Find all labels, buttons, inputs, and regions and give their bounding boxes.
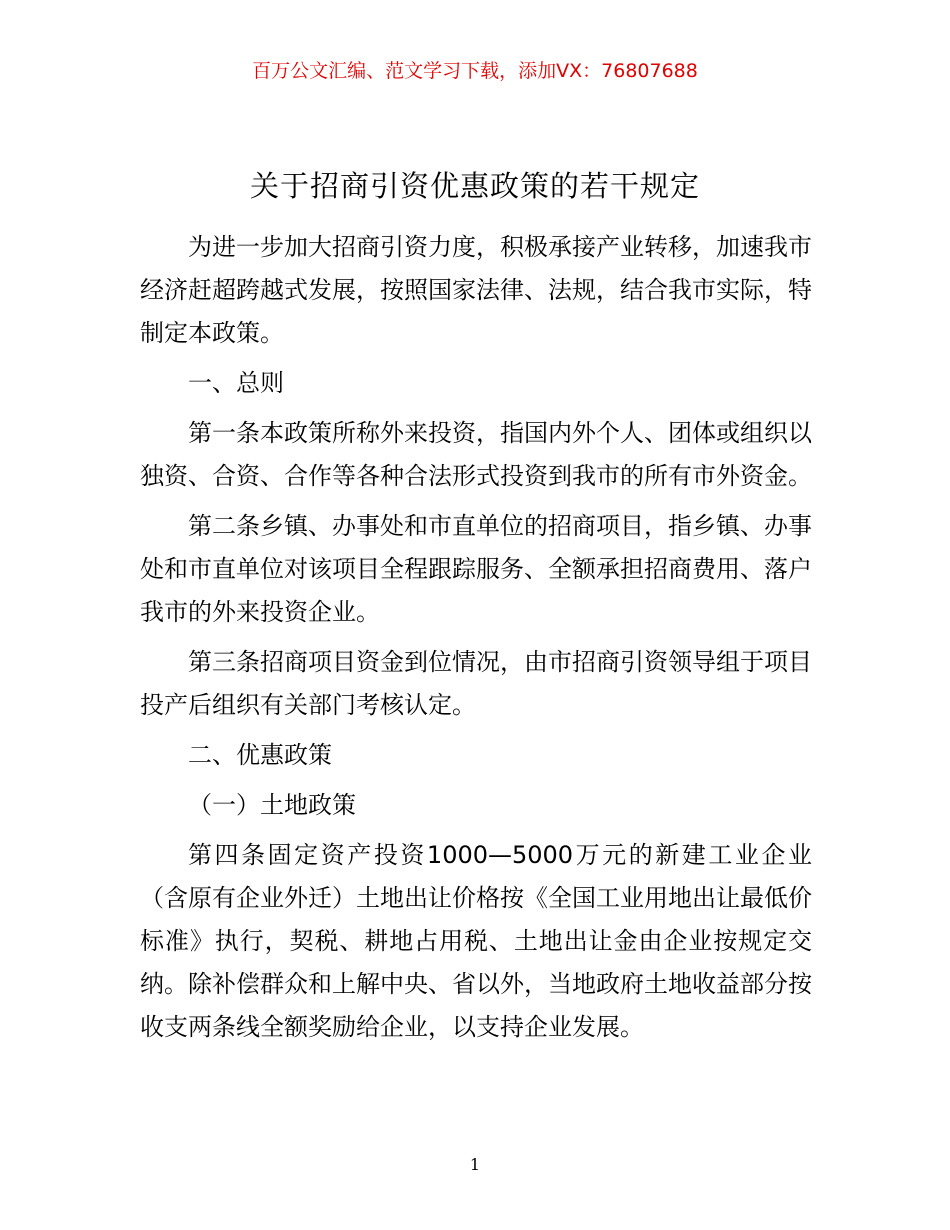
section-heading-preferential-policy: 二、优惠政策 (188, 741, 332, 769)
article-2-paragraph: 第二条乡镇、办事处和市直单位的招商项目，指乡镇、办事处和市直单位对该项目全程跟踪服务、全额承担招商费用、落户我市的外来投资企业。 (140, 512, 812, 626)
article-4-paragraph: 第四条固定资产投资1000—5000万元的新建工业企业（含原有企业外迁）土地出让价格按《全国工业用地出让最低价标准》执行，契税、耕地占用税、土地出让金由企业按规定交纳。除补偿群众和上解中央、省以外，当地政府土地收益部分按收支两条线全额奖励给企业，以支持企业发展。 (140, 841, 812, 1041)
subsection-heading-land-policy: （一）土地政策 (188, 791, 356, 819)
page-number: 1 (469, 1155, 481, 1174)
document-title: 关于招商引资优惠政策的若干规定 (249, 169, 700, 203)
intro-paragraph: 为进一步加大招商引资力度，积极承接产业转移，加速我市经济赶超跨越式发展，按照国家法律、法规，结合我市实际，特制定本政策。 (140, 233, 812, 347)
header-watermark-note: 百万公文汇编、范文学习下载，添加VX：76807688 (252, 60, 698, 82)
section-heading-general: 一、总则 (188, 369, 284, 397)
article-1-paragraph: 第一条本政策所称外来投资，指国内外个人、团体或组织以独资、合资、合作等各种合法形式投资到我市的所有市外资金。 (140, 419, 812, 490)
article-3-paragraph: 第三条招商项目资金到位情况，由市招商引资领导组于项目投产后组织有关部门考核认定。 (140, 648, 812, 719)
document-body (140, 226, 812, 1056)
